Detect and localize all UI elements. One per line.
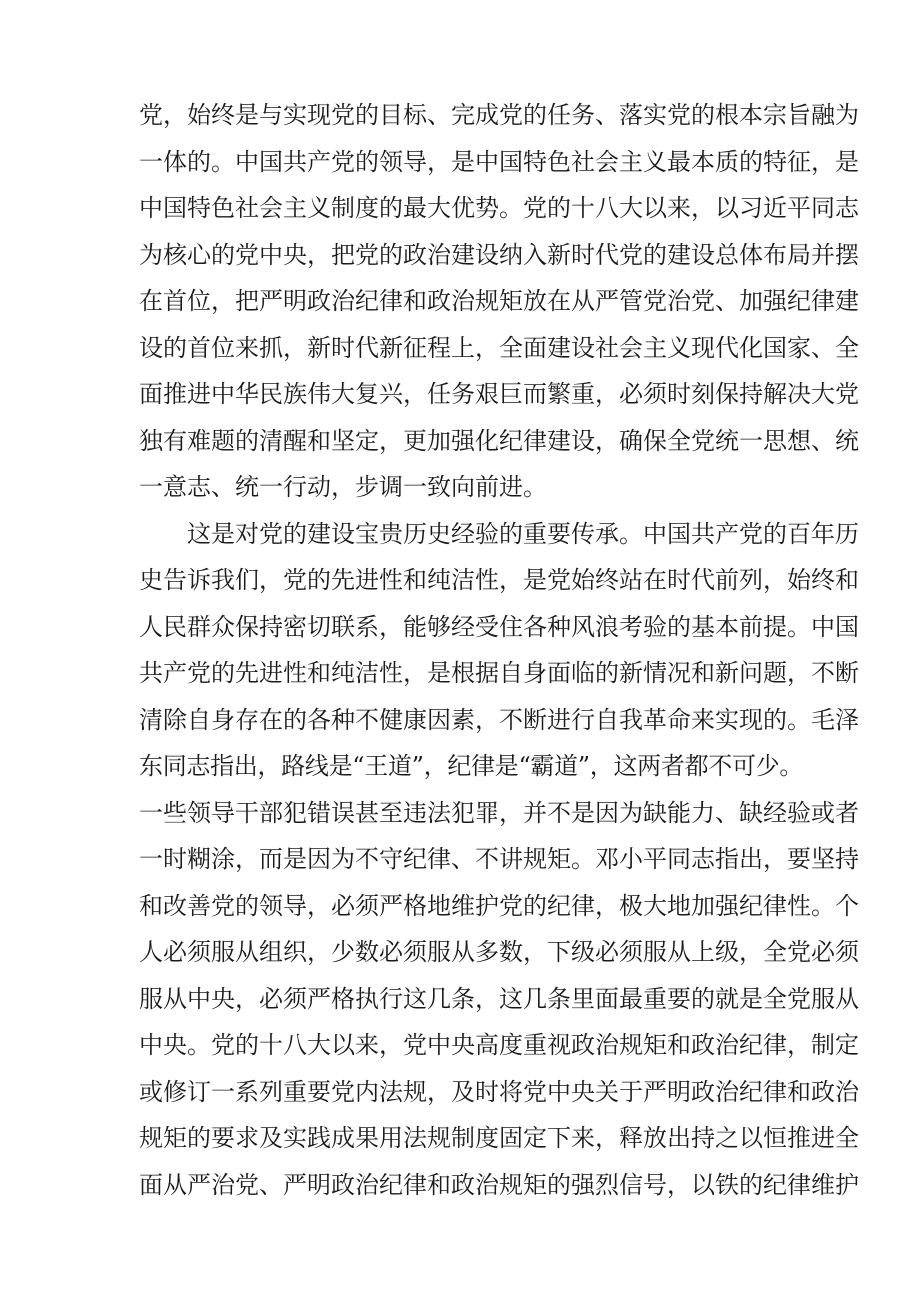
paragraph-2-line-14: 规矩的要求及实践成果用法规制度固定下来，释放出持之以恒推进全 [139, 1124, 859, 1152]
paragraph-1-line-6: 设的首位来抓，新时代新征程上，全面建设社会主义现代化国家、全 [139, 333, 859, 362]
paragraph-1-line-9: 一意志、统一行动，步调一致向前进。 [139, 473, 547, 501]
paragraph-1-line-2: 一体的。中国共产党的领导，是中国特色社会主义最本质的特征，是 [139, 147, 859, 176]
paragraph-2-line-2: 史告诉我们，党的先进性和纯洁性，是党始终站在时代前列，始终和 [139, 566, 859, 594]
paragraph-2-line-3: 人民群众保持密切联系，能够经受住各种风浪考验的基本前提。中国 [139, 612, 859, 641]
paragraph-2-line-12: 中央。党的十八大以来，党中央高度重视政治规矩和政治纪律，制定 [139, 1031, 859, 1059]
paragraph-2-line-7: 一些领导干部犯错误甚至违法犯罪，并不是因为缺能力、缺经验或者 [139, 798, 859, 827]
paragraph-2-line-15: 面从严治党、严明政治纪律和政治规矩的强烈信号，以铁的纪律维护 [139, 1170, 859, 1199]
paragraph-1-line-1: 党，始终是与实现党的目标、完成党的任务、落实党的根本宗旨融为 [139, 101, 859, 129]
paragraph-2-line-1: 这是对党的建设宝贵历史经验的重要传承。中国共产党的百年历 [187, 519, 859, 548]
paragraph-2-line-6: 东同志指出，路线是“王道”，纪律是“霸道”，这两者都不可少。 [139, 752, 804, 780]
paragraph-1-line-4: 为核心的党中央，把党的政治建设纳入新时代党的建设总体布局并摆 [139, 240, 859, 269]
paragraph-1-line-3: 中国特色社会主义制度的最大优势。党的十八大以来，以习近平同志 [139, 194, 859, 222]
body-text [139, 92, 859, 1208]
paragraph-2-line-4: 共产党的先进性和纯洁性，是根据自身面临的新情况和新问题，不断 [139, 659, 859, 687]
paragraph-2-line-8: 一时糊涂，而是因为不守纪律、不讲规矩。邓小平同志指出，要坚持 [139, 845, 859, 873]
paragraph-1-line-7: 面推进中华民族伟大复兴，任务艰巨而繁重，必须时刻保持解决大党 [139, 380, 859, 408]
paragraph-2-line-10: 人必须服从组织，少数必须服从多数，下级必须服从上级，全党必须 [139, 938, 859, 966]
paragraph-1-line-8: 独有难题的清醒和坚定，更加强化纪律建设，确保全党统一思想、统 [139, 426, 859, 455]
paragraph-2-line-9: 和改善党的领导，必须严格地维护党的纪律，极大地加强纪律性。个 [139, 891, 859, 920]
paragraph-2-line-13: 或修订一系列重要党内法规，及时将党中央关于严明政治纪律和政治 [139, 1077, 859, 1106]
paragraph-2-line-5: 清除自身存在的各种不健康因素，不断进行自我革命来实现的。毛泽 [139, 705, 859, 734]
paragraph-2-line-11: 服从中央，必须严格执行这几条，这几条里面最重要的就是全党服从 [139, 984, 859, 1013]
paragraph-1-line-5: 在首位，把严明政治纪律和政治规矩放在从严管党治党、加强纪律建 [139, 287, 859, 315]
